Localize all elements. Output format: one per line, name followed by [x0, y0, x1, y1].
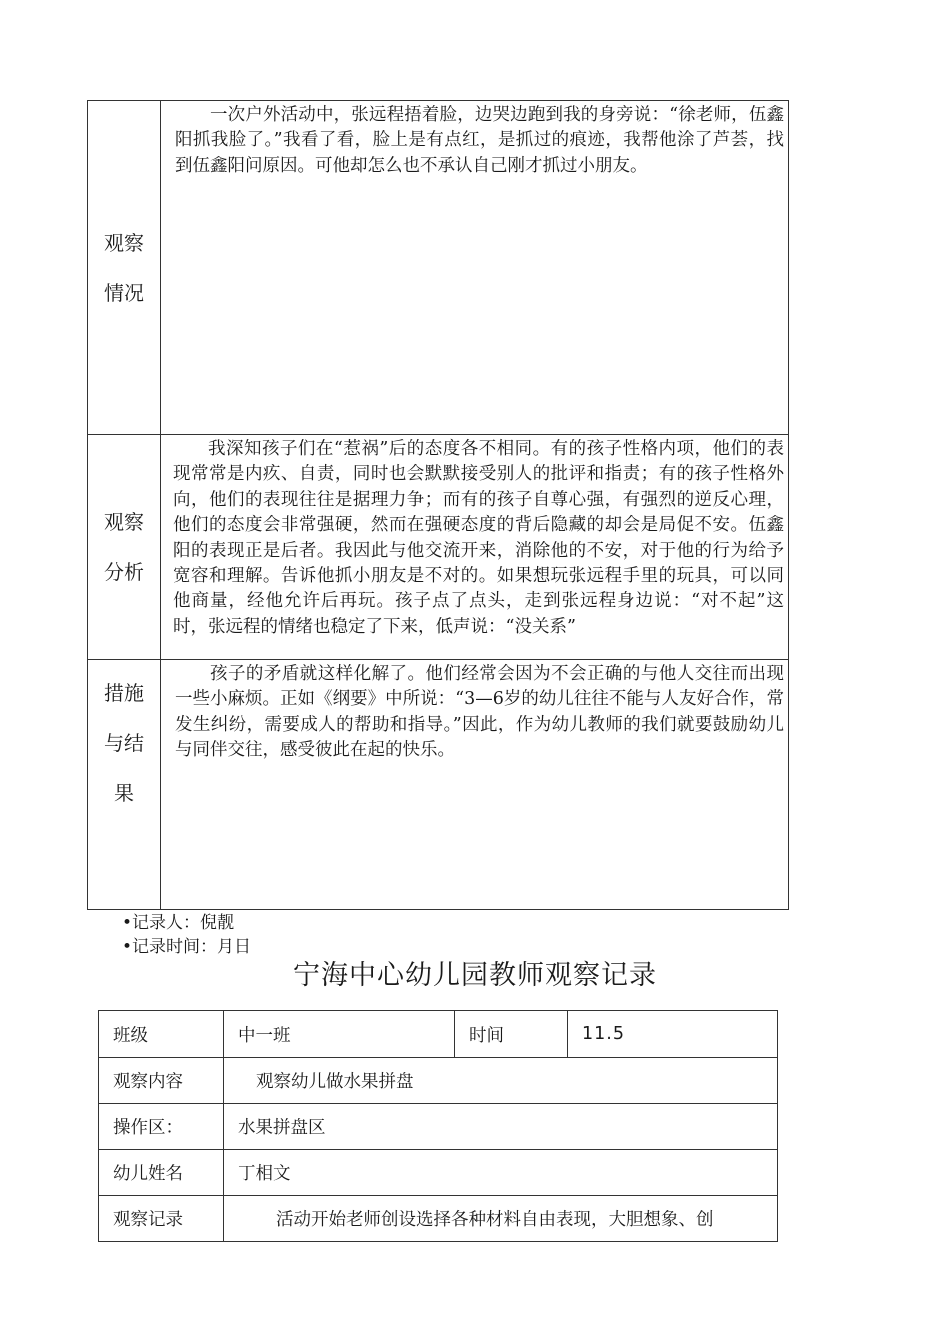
record-row [99, 1195, 777, 1241]
class-value: 中一班 [223, 1011, 454, 1057]
observation-table [87, 100, 789, 910]
measures-results-label: 措施 与结 果 [88, 660, 161, 910]
class-label: 班级 [113, 1025, 148, 1046]
area-label: 操作区： [113, 1118, 183, 1138]
observation-analysis-label: 观察 分析 [88, 435, 161, 659]
observation-analysis-content: 我深知孩子们在“惹祸”后的态度各不相同。有的孩子性格内项，他们的表现常常是内疚、自责，同时也会默默接受别人的批评和指责；有的孩子性格外向，他们的表现往往是据理力争；而有的孩子自尊心强，有强烈的逆反心理，他们的态度会非常强硬，然而在强硬态度的背后隐藏的却会是局促不安。伍鑫阳的表现正是后者。我因此与他交流开来，消除他的不安，对于他的行为给予宽容和理解。告诉他抓小朋友是不对的。如果想玩张远程手里的玩具，可以同他商量，经他允许后再玩。孩子点了点头，走到张远程身边说：“对不起”这时，张远程的情绪也稳定了下来，低声说：“没关系” [173, 439, 784, 637]
area-row [99, 1103, 777, 1149]
observation-situation-content: 一次户外活动中，张远程捂着脸，边哭边跑到我的身旁说：“徐老师，伍鑫阳抓我脸了。”我看了看，脸上是有点红，是抓过的痕迹，我帮他涂了芦荟，找到伍鑫阳问原因。可他却怎么也不承认自己刚才抓过小朋友。 [175, 105, 784, 176]
record-time-line: •记录时间：月日 [122, 937, 252, 957]
child-value: 丁相文 [223, 1150, 777, 1195]
child-row [99, 1149, 777, 1195]
content-row [99, 1057, 777, 1103]
time-value: 11.5 [567, 1011, 777, 1057]
recorder-line: •记录人：倪靓 [122, 913, 235, 933]
observation-analysis-row [88, 434, 788, 659]
area-value: 水果拼盘区 [223, 1104, 777, 1149]
record-label: 观察记录 [113, 1210, 183, 1230]
child-label: 幼儿姓名 [113, 1164, 183, 1184]
record-table [98, 1010, 778, 1242]
record-value: 活动开始老师创设选择各种材料自由表现，大胆想象、创 [223, 1196, 777, 1241]
document-title: 宁海中心幼儿园教师观察记录 [293, 960, 657, 991]
time-label: 时间 [454, 1011, 567, 1057]
measures-results-content: 孩子的矛盾就这样化解了。他们经常会因为不会正确的与他人交往而出现一些小麻烦。正如《纲要》中所说：“3—6岁的幼儿往往不能与人友好合作，常发生纠纷，需要成人的帮助和指导。”因此，作为幼儿教师的我们就要鼓励幼儿与同伴交往，感受彼此在起的快乐。 [175, 664, 784, 761]
observation-situation-label: 观察 情况 [88, 101, 161, 434]
observation-situation-row [88, 101, 788, 434]
content-value: 观察幼儿做水果拼盘 [223, 1058, 777, 1103]
content-label: 观察内容 [113, 1072, 183, 1092]
class-row [99, 1011, 777, 1057]
measures-results-row [88, 659, 788, 910]
